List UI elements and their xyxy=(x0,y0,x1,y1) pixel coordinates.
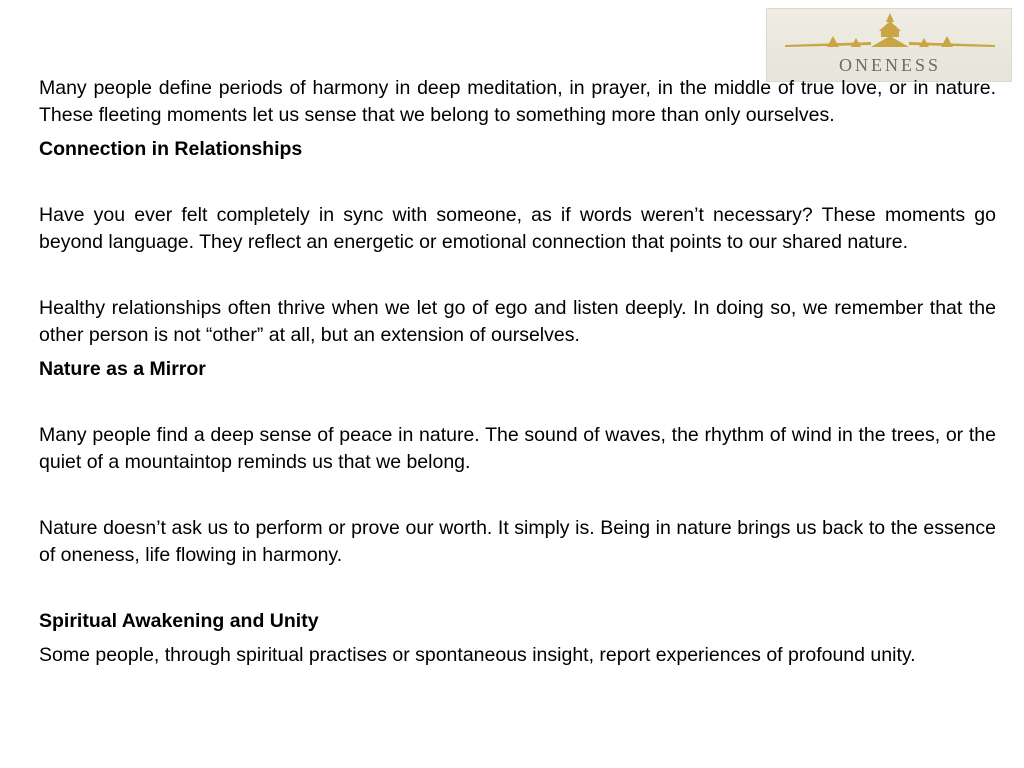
paragraph-peace-in-nature: Many people find a deep sense of peace in nature. The sound of waves, the rhythm of wind in the trees, or the quiet of a mountaintop reminds us that we belong. xyxy=(39,424,996,473)
heading-connection-in-relationships: Connection in Relationships xyxy=(39,138,303,160)
paragraph-profound-unity: Some people, through spiritual practises or spontaneous insight, report experiences of profound unity. xyxy=(39,644,916,666)
paragraph-nature-does-not-ask: Nature doesn’t ask us to perform or prove our worth. It simply is. Being in nature brings us back to the essence of oneness, life flowing in harmony. xyxy=(39,517,996,566)
heading-spiritual-awakening: Spiritual Awakening and Unity xyxy=(39,610,319,632)
paragraph-harmony-moments: Many people define periods of harmony in deep meditation, in prayer, in the middle of true love, or in nature. These fleeting moments let us sense that we belong to something more than only ourselves. xyxy=(39,77,996,126)
heading-nature-as-a-mirror: Nature as a Mirror xyxy=(39,358,206,380)
paragraph-healthy-relationships: Healthy relationships often thrive when we let go of ego and listen deeply. In doing so, we remember that the other person is not “other” at all, but an extension of ourselves. xyxy=(39,297,996,346)
document-body xyxy=(39,75,996,669)
oneness-logo xyxy=(766,8,1012,82)
logo-wordmark: ONENESS xyxy=(838,55,941,75)
paragraph-sync-with-someone: Have you ever felt completely in sync with someone, as if words weren’t necessary? These moments go beyond language. They reflect an energetic or emotional connection that points to our shared nature. xyxy=(39,204,996,253)
